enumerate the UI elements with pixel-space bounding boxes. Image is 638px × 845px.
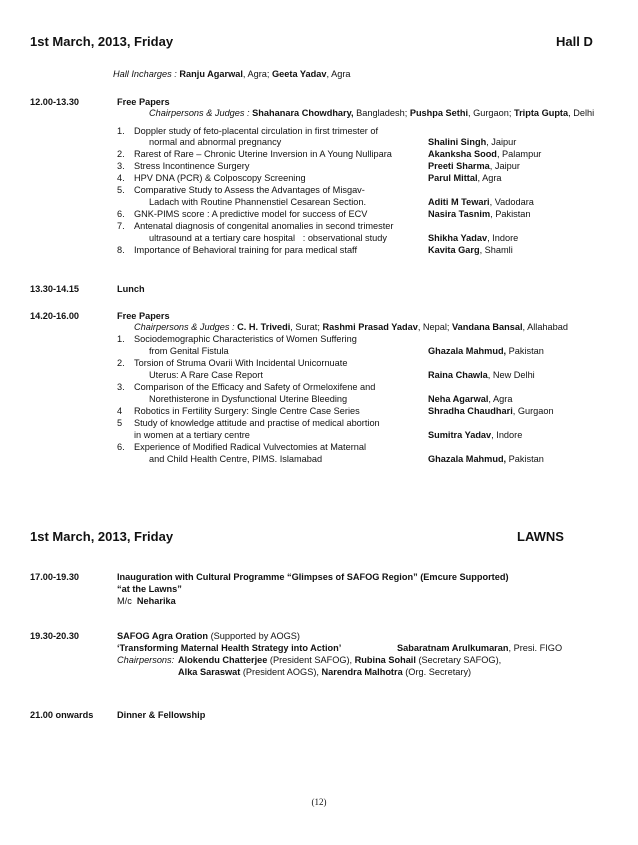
hall-label: Hall D (556, 34, 593, 49)
oration-chairs-row (178, 655, 501, 666)
paper-speaker: Shradha Chaudhari, Gurgaon (428, 406, 554, 416)
paper-number: 6. (117, 442, 125, 452)
event-title: Dinner & Fellowship (117, 710, 206, 720)
venue-label: LAWNS (517, 529, 564, 544)
incharge-city: , Agra (326, 69, 351, 79)
chair-name: Rashmi Prasad Yadav (322, 322, 418, 332)
chair-place: , Allahabad (522, 322, 568, 332)
incharge-city: , Agra; (242, 69, 270, 79)
paper-title-cont: normal and abnormal pregnancy (149, 137, 282, 147)
paper-title: Torsion of Struma Ovarii With Incidental Unicornuate (134, 358, 348, 368)
paper-number: 3. (117, 161, 125, 171)
chair-name: Pushpa Sethi (409, 108, 469, 118)
session-title: Free Papers (117, 311, 170, 321)
paper-title-cont: from Genital Fistula (149, 346, 229, 356)
chair-note: (Secretary SAFOG), (415, 655, 502, 665)
chair-place: Bangladesh; (353, 108, 408, 118)
paper-number: 7. (117, 221, 125, 231)
section-date: 1st March, 2013, Friday (30, 529, 174, 544)
chair-name: Vandana Bansal (452, 322, 523, 332)
paper-speaker: Shikha Yadav, Indore (428, 233, 519, 243)
paper-number: 1. (117, 334, 125, 344)
mc-name: Neharika (136, 596, 176, 606)
paper-title: Rarest of Rare – Chronic Uterine Inversion in A Young Nullipara (134, 149, 392, 159)
paper-title: Importance of Behavioral training for para medical staff (134, 245, 357, 255)
paper-title-cont: and Child Health Centre, PIMS. Islamabad (149, 454, 323, 464)
paper-title: Antenatal diagnosis of congenital anomalies in second trimester (134, 221, 394, 231)
session-title: Lunch (117, 284, 145, 294)
paper-speaker: Kavita Garg, Shamli (428, 245, 513, 255)
oration-chairs-label: Chairpersons: (117, 655, 175, 665)
paper-speaker: Aditi M Tewari, Vadodara (428, 197, 534, 207)
event-title: Inauguration with Cultural Programme “Glimpses of SAFOG Region” (Emcure Supported) (117, 572, 509, 582)
paper-number: 5 (117, 418, 123, 428)
incharge-name: Geeta Yadav (272, 69, 327, 79)
chair-place: , Gurgaon; (468, 108, 512, 118)
paper-speaker: Ghazala Mahmud, Pakistan (428, 454, 544, 464)
paper-title: Sociodemographic Characteristics of Women Suffering (134, 334, 357, 344)
paper-title: Robotics in Fertility Surgery: Single Centre Case Series (134, 406, 360, 416)
chair-note: (Org. Secretary) (402, 667, 472, 677)
paper-speaker: Sumitra Yadav, Indore (428, 430, 523, 440)
page-number: (12) (311, 797, 327, 807)
chair-name: Shahanara Chowdhary, (252, 108, 354, 118)
paper-title: Experience of Modified Radical Vulvectomies at Maternal (134, 442, 367, 452)
paper-number: 4 (117, 406, 123, 416)
speaker-note: , Presi. FIGO (508, 643, 563, 653)
event-time: 19.30-20.30 (30, 631, 80, 641)
oration-speaker (397, 643, 562, 654)
session-time: 12.00-13.30 (30, 97, 80, 107)
oration-chairs-row (178, 667, 471, 678)
chair-place: , Surat; (290, 322, 320, 332)
oration-note: (Supported by AOGS) (208, 631, 300, 641)
event-title-cont: “at the Lawns” (117, 584, 182, 594)
session-time: 14.20-16.00 (30, 311, 80, 321)
paper-title-cont: Uterus: A Rare Case Report (149, 370, 263, 380)
chairs-label: Chairpersons & Judges : (149, 108, 250, 118)
incharges-label: Hall Incharges : (113, 69, 177, 79)
paper-speaker: Ghazala Mahmud, Pakistan (428, 346, 544, 356)
paper-title: Comparison of the Efficacy and Safety of Ormeloxifene and (134, 382, 376, 392)
paper-title: GNK-PIMS score : A predictive model for success of ECV (134, 209, 368, 219)
paper-speaker: Shalini Singh, Jaipur (428, 137, 517, 147)
chair-name: Narendra Malhotra (321, 667, 403, 677)
paper-number: 8. (117, 245, 125, 255)
paper-speaker: Raina Chawla, New Delhi (428, 370, 535, 380)
event-title (117, 631, 300, 642)
chair-name: Tripta Gupta (514, 108, 569, 118)
session-chairs (134, 322, 568, 333)
paper-title-cont: ultrasound at a tertiary care hospital : observational study (149, 233, 387, 243)
event-time: 17.00-19.30 (30, 572, 80, 582)
paper-speaker: Nasira Tasnim, Pakistan (428, 209, 531, 219)
section-date: 1st March, 2013, Friday (30, 34, 174, 49)
chair-note: (President SAFOG), (267, 655, 355, 665)
paper-title-cont: Norethisterone in Dysfunctional Uterine Bleeding (149, 394, 348, 404)
event-mc (117, 596, 176, 607)
paper-title: Doppler study of feto-placental circulation in first trimester of (134, 126, 379, 136)
chair-name: C. H. Trivedi (237, 322, 291, 332)
paper-number: 1. (117, 126, 125, 136)
paper-title: Comparative Study to Assess the Advantages of Misgav- (134, 185, 365, 195)
paper-title-cont: Ladach with Routine Phannenstiel Cesarean Section. (149, 197, 367, 207)
paper-speaker: Preeti Sharma, Jaipur (428, 161, 520, 171)
chairs-label: Chairpersons & Judges : (134, 322, 235, 332)
paper-speaker: Akanksha Sood, Palampur (428, 149, 542, 159)
hall-incharges (113, 69, 351, 80)
paper-title: Study of knowledge attitude and practise of medical abortion (134, 418, 380, 428)
chair-name: Alka Saraswat (178, 667, 241, 677)
speaker-name: Sabaratnam Arulkumaran (397, 643, 509, 653)
paper-number: 2. (117, 358, 125, 368)
oration-talk: ‘Transforming Maternal Health Strategy into Action’ (117, 643, 342, 653)
paper-speaker: Neha Agarwal, Agra (428, 394, 513, 404)
session-title: Free Papers (117, 97, 170, 107)
session-time: 13.30-14.15 (30, 284, 80, 294)
paper-title: HPV DNA (PCR) & Colposcopy Screening (134, 173, 306, 183)
oration-title: SAFOG Agra Oration (117, 631, 209, 641)
event-time: 21.00 onwards (30, 710, 94, 720)
paper-number: 5. (117, 185, 125, 195)
paper-number: 3. (117, 382, 125, 392)
paper-number: 2. (117, 149, 125, 159)
chair-name: Alokendu Chatterjee (178, 655, 268, 665)
chair-note: (President AOGS), (240, 667, 322, 677)
paper-speaker: Parul Mittal, Agra (428, 173, 502, 183)
paper-number: 6. (117, 209, 125, 219)
paper-number: 4. (117, 173, 125, 183)
paper-title: Stress Incontinence Surgery (134, 161, 250, 171)
chair-place: , Delhi (568, 108, 595, 118)
chair-place: , Nepal; (417, 322, 450, 332)
paper-title-cont: in women at a tertiary centre (134, 430, 250, 440)
incharge-name: Ranju Agarwal (179, 69, 243, 79)
session-chairs (149, 108, 594, 119)
chair-name: Rubina Sohail (354, 655, 416, 665)
mc-label: M/c (117, 596, 132, 606)
